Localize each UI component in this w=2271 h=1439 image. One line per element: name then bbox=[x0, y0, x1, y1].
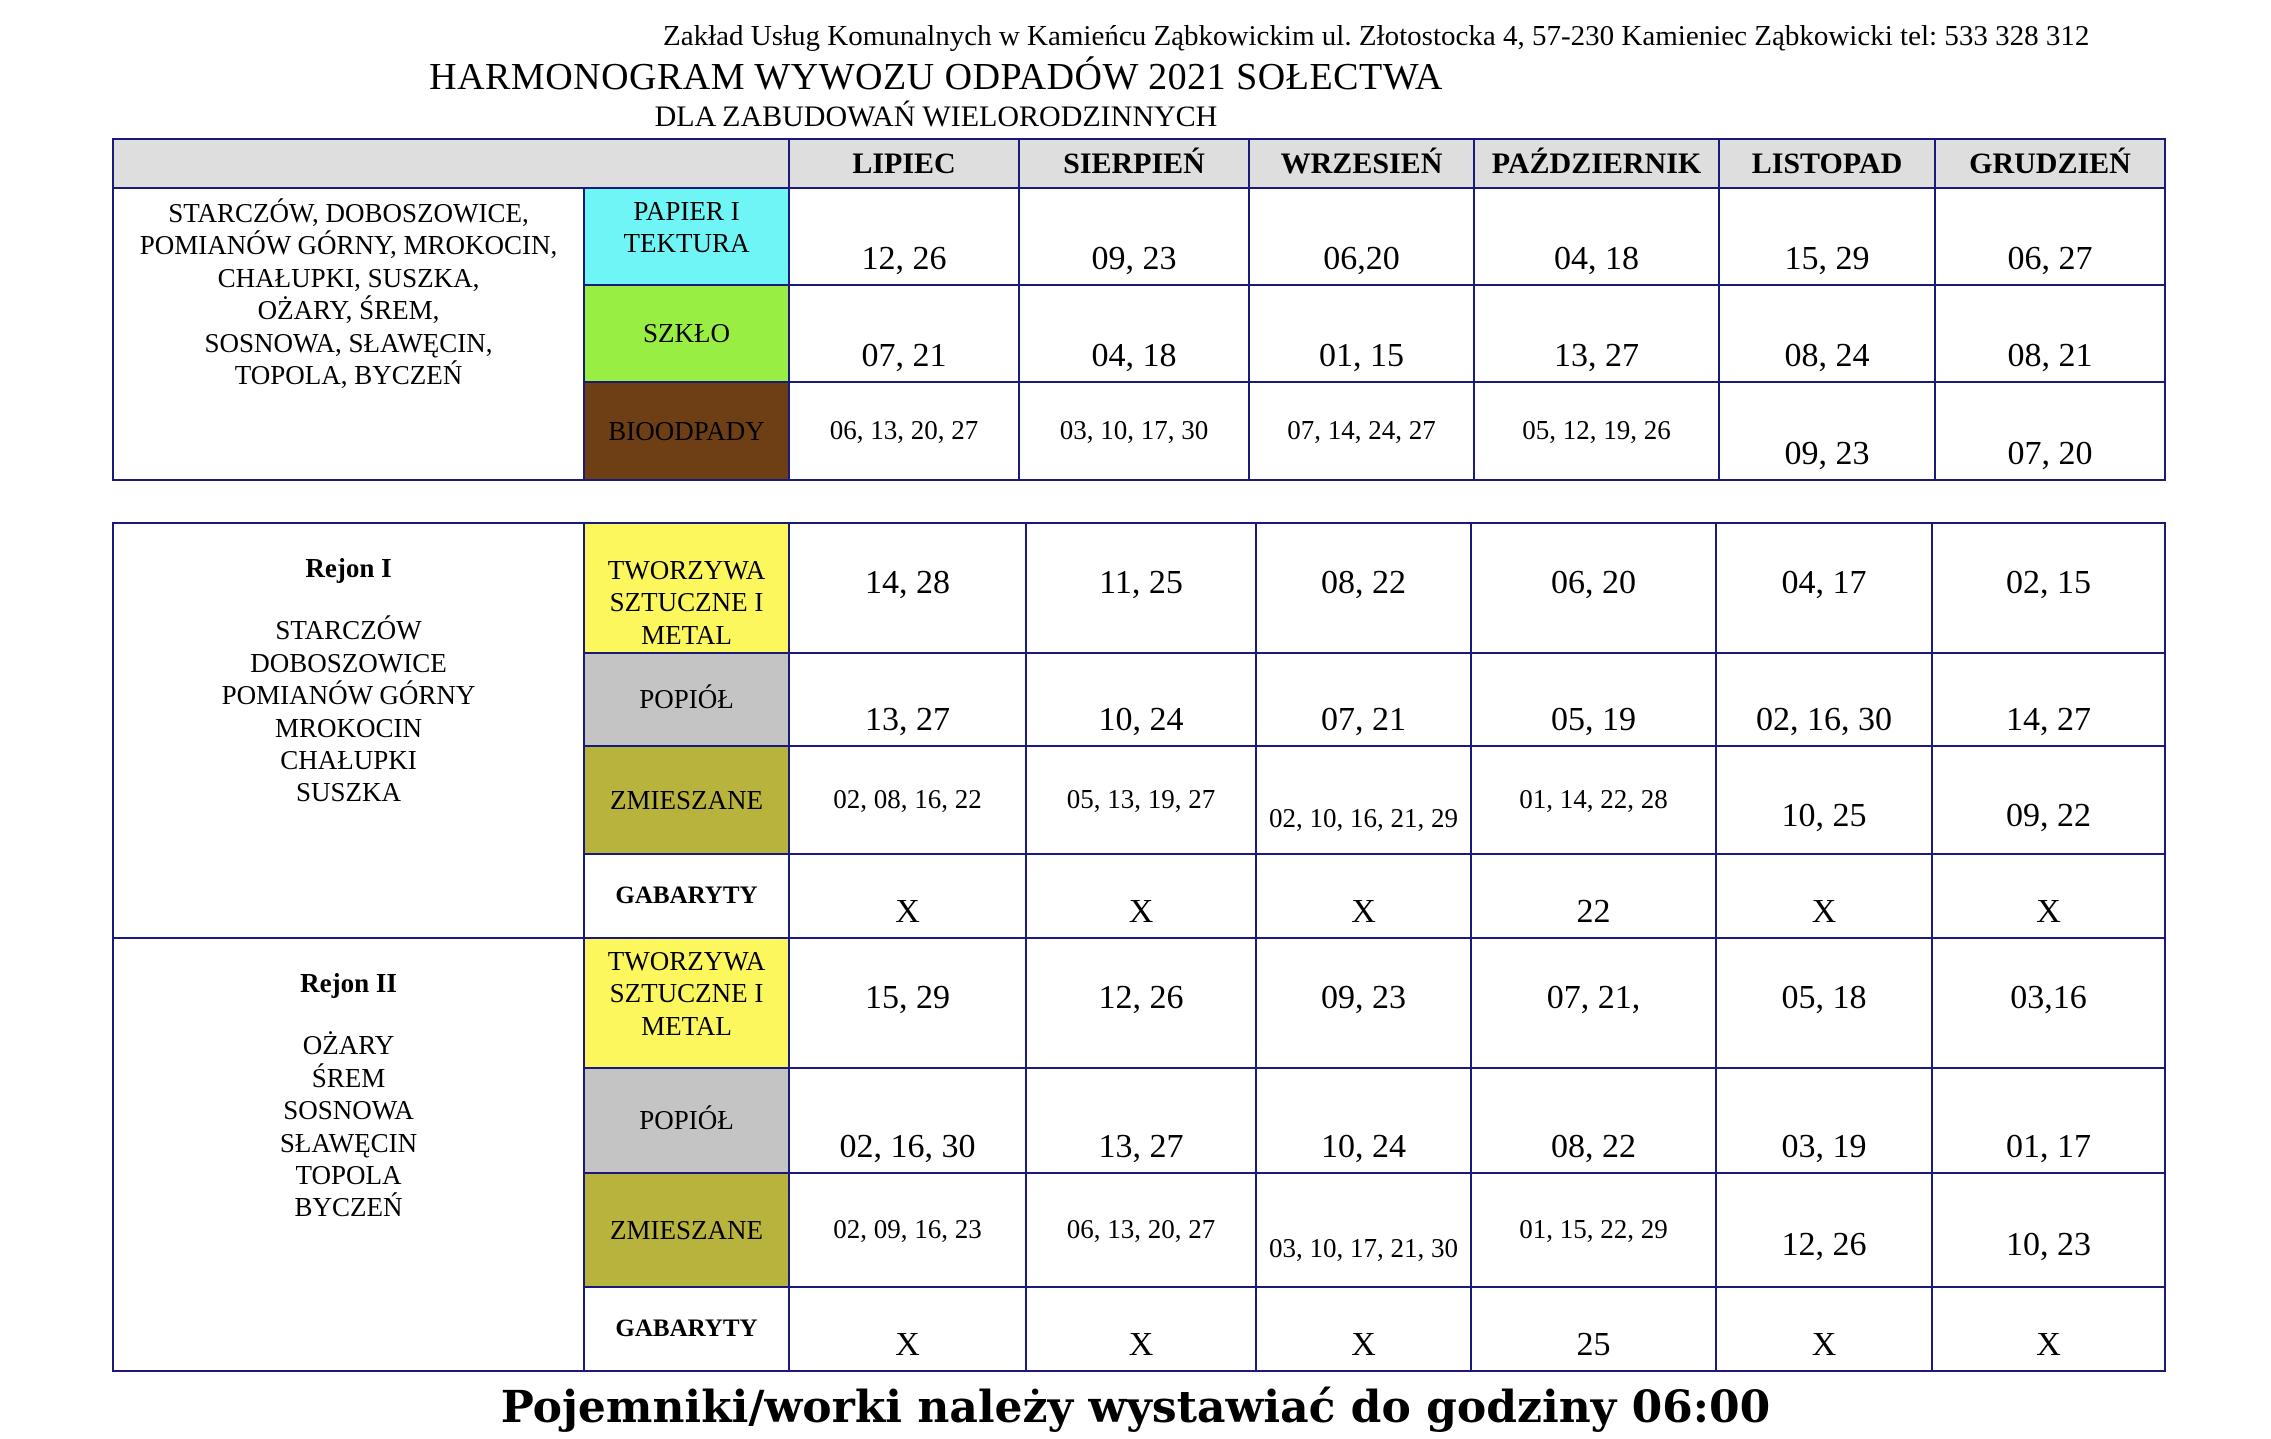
date-cell: 07, 14, 24, 27 bbox=[1249, 382, 1474, 480]
date-cell: 22 bbox=[1471, 854, 1716, 938]
date-cell: 06, 27 bbox=[1935, 188, 2165, 285]
date-cell: 02, 08, 16, 22 bbox=[789, 746, 1026, 854]
date-cell: 04, 18 bbox=[1474, 188, 1719, 285]
area-line: BYCZEŃ bbox=[294, 1192, 403, 1223]
date-cell: 13, 27 bbox=[1474, 285, 1719, 382]
date-cell: X bbox=[789, 1287, 1026, 1371]
area-line: TOPOLA bbox=[295, 1159, 402, 1190]
date-cell: 15, 29 bbox=[789, 938, 1026, 1068]
area-list bbox=[113, 188, 584, 480]
date-cell: 09, 23 bbox=[1256, 938, 1471, 1068]
date-cell: X bbox=[1716, 1287, 1932, 1371]
date-cell: 01, 15, 22, 29 bbox=[1471, 1173, 1716, 1287]
date-cell: 03, 19 bbox=[1716, 1068, 1932, 1173]
date-cell: 01, 17 bbox=[1932, 1068, 2165, 1173]
area-line: POMIANÓW GÓRNY bbox=[221, 680, 476, 711]
area-line: POMIANÓW GÓRNY, MROKOCIN, bbox=[139, 230, 558, 261]
month-header: WRZESIEŃ bbox=[1249, 139, 1474, 188]
month-header-row bbox=[113, 139, 2165, 188]
date-cell: 02, 15 bbox=[1932, 523, 2165, 653]
date-cell: X bbox=[1716, 854, 1932, 938]
date-cell: 05, 19 bbox=[1471, 653, 1716, 746]
month-header: PAŹDZIERNIK bbox=[1474, 139, 1719, 188]
area-line: OŻARY bbox=[302, 1030, 395, 1061]
waste-type-label: PAPIER I TEKTURA bbox=[584, 188, 789, 285]
date-cell: 06, 13, 20, 27 bbox=[1026, 1173, 1256, 1287]
waste-type-label: GABARYTY bbox=[584, 854, 789, 938]
date-cell: X bbox=[1932, 1287, 2165, 1371]
area-line: OŻARY, ŚREM, bbox=[257, 295, 440, 326]
date-cell: 07, 20 bbox=[1935, 382, 2165, 480]
waste-type-label: POPIÓŁ bbox=[584, 653, 789, 746]
date-cell: 10, 23 bbox=[1932, 1173, 2165, 1287]
date-cell: 07, 21, bbox=[1471, 938, 1716, 1068]
date-cell: 04, 17 bbox=[1716, 523, 1932, 653]
date-cell: 08, 21 bbox=[1935, 285, 2165, 382]
region-name: Rejon II bbox=[300, 968, 397, 998]
date-cell: 02, 10, 16, 21, 29 bbox=[1256, 746, 1471, 854]
date-cell: 12, 26 bbox=[1026, 938, 1256, 1068]
waste-type-label: POPIÓŁ bbox=[584, 1068, 789, 1173]
schedule-subtitle: DLA ZABUDOWAŃ WIELORODZINNYCH bbox=[654, 100, 1218, 133]
date-cell: 01, 14, 22, 28 bbox=[1471, 746, 1716, 854]
area-line: STARCZÓW bbox=[275, 615, 422, 646]
month-header: SIERPIEŃ bbox=[1019, 139, 1249, 188]
date-cell: 10, 24 bbox=[1026, 653, 1256, 746]
date-cell: 02, 16, 30 bbox=[1716, 653, 1932, 746]
waste-type-label: TWORZYWA SZTUCZNE I METAL bbox=[584, 938, 789, 1068]
region-cell bbox=[113, 938, 584, 1371]
date-cell: 03, 10, 17, 30 bbox=[1019, 382, 1249, 480]
date-cell: 09, 23 bbox=[1019, 188, 1249, 285]
date-cell: 13, 27 bbox=[789, 653, 1026, 746]
date-cell: 02, 09, 16, 23 bbox=[789, 1173, 1026, 1287]
date-cell: 12, 26 bbox=[789, 188, 1019, 285]
date-cell: 09, 23 bbox=[1719, 382, 1935, 480]
area-line: TOPOLA, BYCZEŃ bbox=[234, 359, 463, 390]
date-cell: 07, 21 bbox=[789, 285, 1019, 382]
footer-note: Pojemniki/worki należy wystawiać do godziny 06:00 bbox=[500, 1382, 1771, 1433]
area-line: CHAŁUPKI, SUSZKA, bbox=[217, 262, 480, 293]
area-line: CHAŁUPKI bbox=[280, 744, 417, 775]
schedule-table-general bbox=[112, 138, 2166, 481]
area-line: SOSNOWA, SŁAWĘCIN, bbox=[204, 327, 493, 358]
date-cell: 07, 21 bbox=[1256, 653, 1471, 746]
area-line: SUSZKA bbox=[295, 777, 402, 808]
waste-type-label: ZMIESZANE bbox=[584, 746, 789, 854]
date-cell: 05, 18 bbox=[1716, 938, 1932, 1068]
area-line: MROKOCIN bbox=[274, 712, 422, 743]
date-cell: 14, 28 bbox=[789, 523, 1026, 653]
waste-type-label: ZMIESZANE bbox=[584, 1173, 789, 1287]
area-line: SŁAWĘCIN bbox=[279, 1127, 418, 1158]
date-cell: X bbox=[1256, 1287, 1471, 1371]
date-cell: 08, 24 bbox=[1719, 285, 1935, 382]
date-cell: X bbox=[789, 854, 1026, 938]
date-cell: 25 bbox=[1471, 1287, 1716, 1371]
month-header: LISTOPAD bbox=[1719, 139, 1935, 188]
area-line: STARCZÓW, DOBOSZOWICE, bbox=[168, 198, 529, 228]
date-cell: 08, 22 bbox=[1256, 523, 1471, 653]
date-cell: X bbox=[1932, 854, 2165, 938]
region-cell bbox=[113, 523, 584, 938]
date-cell: X bbox=[1256, 854, 1471, 938]
area-line: DOBOSZOWICE bbox=[250, 647, 447, 678]
date-cell: 02, 16, 30 bbox=[789, 1068, 1026, 1173]
table-row bbox=[113, 523, 2165, 653]
waste-type-label: BIOODPADY bbox=[584, 382, 789, 480]
table-row bbox=[113, 938, 2165, 1068]
waste-type-label: TWORZYWA SZTUCZNE I METAL bbox=[584, 523, 789, 653]
date-cell: 06, 13, 20, 27 bbox=[789, 382, 1019, 480]
date-cell: 10, 24 bbox=[1256, 1068, 1471, 1173]
date-cell: 04, 18 bbox=[1019, 285, 1249, 382]
date-cell: X bbox=[1026, 854, 1256, 938]
date-cell: 13, 27 bbox=[1026, 1068, 1256, 1173]
date-cell: 03, 10, 17, 21, 30 bbox=[1256, 1173, 1471, 1287]
date-cell: 09, 22 bbox=[1932, 746, 2165, 854]
month-header: LIPIEC bbox=[789, 139, 1019, 188]
date-cell: 08, 22 bbox=[1471, 1068, 1716, 1173]
date-cell: 01, 15 bbox=[1249, 285, 1474, 382]
date-cell: 12, 26 bbox=[1716, 1173, 1932, 1287]
area-line: ŚREM bbox=[311, 1062, 386, 1093]
date-cell: 06,20 bbox=[1249, 188, 1474, 285]
region-name: Rejon I bbox=[305, 553, 392, 583]
date-cell: 14, 27 bbox=[1932, 653, 2165, 746]
month-header: GRUDZIEŃ bbox=[1935, 139, 2165, 188]
date-cell: 11, 25 bbox=[1026, 523, 1256, 653]
date-cell: 06, 20 bbox=[1471, 523, 1716, 653]
header-blank-cell bbox=[113, 139, 789, 188]
area-line: SOSNOWA bbox=[283, 1095, 414, 1126]
date-cell: 05, 12, 19, 26 bbox=[1474, 382, 1719, 480]
waste-type-label: GABARYTY bbox=[584, 1287, 789, 1371]
company-info: Zakład Usług Komunalnych w Kamieńcu Ząbkowickim ul. Złotostocka 4, 57-230 Kamieniec Ząbkowicki tel: 533 328 312 bbox=[663, 20, 2090, 52]
date-cell: X bbox=[1026, 1287, 1256, 1371]
date-cell: 15, 29 bbox=[1719, 188, 1935, 285]
date-cell: 03,16 bbox=[1932, 938, 2165, 1068]
table-row bbox=[113, 188, 2165, 285]
waste-type-label: SZKŁO bbox=[584, 285, 789, 382]
date-cell: 05, 13, 19, 27 bbox=[1026, 746, 1256, 854]
date-cell: 10, 25 bbox=[1716, 746, 1932, 854]
schedule-title: HARMONOGRAM WYWOZU ODPADÓW 2021 SOŁECTWA bbox=[429, 56, 1443, 98]
schedule-table-regions bbox=[112, 522, 2166, 1372]
